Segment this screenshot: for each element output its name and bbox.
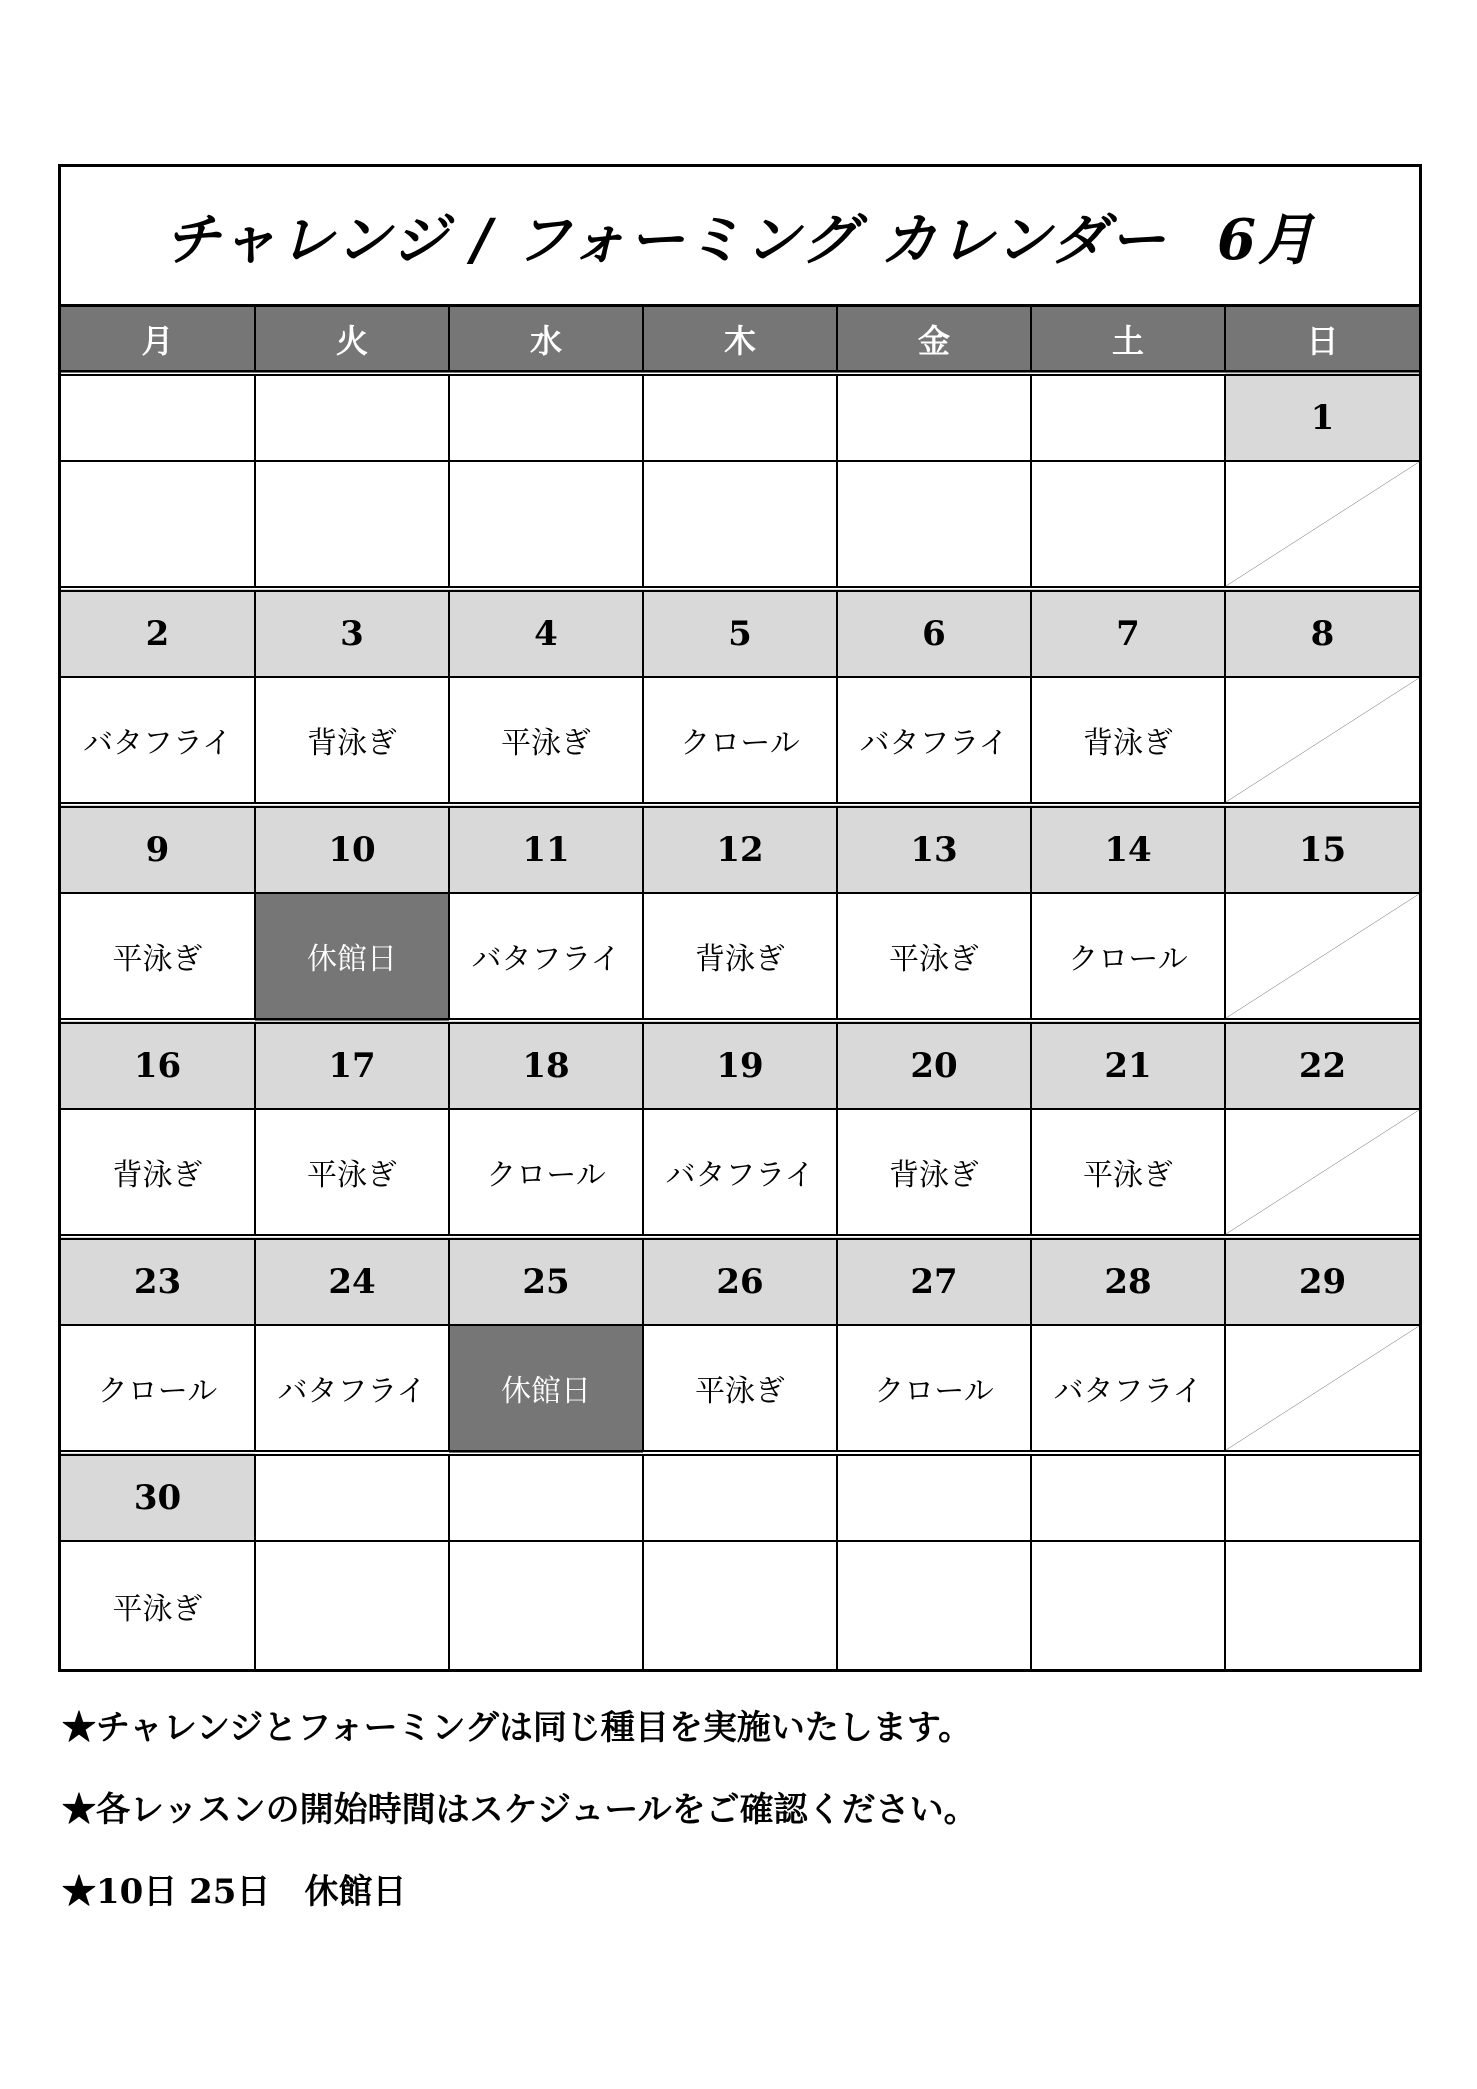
day-number: 3 [255,589,449,677]
lesson-cell: 平泳ぎ [61,1541,255,1669]
day-number-row [61,373,1419,461]
empty-day-cell [1031,373,1225,461]
day-number: 7 [1031,589,1225,677]
weekday-header: 金 [837,307,1031,373]
closed-day-cell: 休館日 [449,1325,643,1453]
lesson-cell: 平泳ぎ [255,1109,449,1237]
day-number: 13 [837,805,1031,893]
day-number: 26 [643,1237,837,1325]
day-number: 27 [837,1237,1031,1325]
day-number: 11 [449,805,643,893]
lesson-row [61,1325,1419,1453]
day-number: 25 [449,1237,643,1325]
lesson-cell: バタフライ [837,677,1031,805]
lesson-cell: クロール [449,1109,643,1237]
calendar [58,164,1422,1672]
empty-lesson-cell [643,461,837,589]
empty-lesson-cell [643,1541,837,1669]
empty-day-cell [837,373,1031,461]
day-number: 19 [643,1021,837,1109]
lesson-row [61,1541,1419,1669]
empty-lesson-cell [1225,1541,1419,1669]
day-number-row [61,1237,1419,1325]
lesson-cell: 背泳ぎ [643,893,837,1021]
day-number: 28 [1031,1237,1225,1325]
empty-day-cell [449,373,643,461]
note-check-schedule: ★各レッスンの開始時間はスケジュールをご確認ください。 [62,1790,978,1830]
lesson-cell: クロール [837,1325,1031,1453]
calendar-grid [61,307,1419,1669]
weekday-header: 木 [643,307,837,373]
lesson-cell: 背泳ぎ [1031,677,1225,805]
day-number: 21 [1031,1021,1225,1109]
day-number-row [61,805,1419,893]
day-number: 20 [837,1021,1031,1109]
no-lesson-cell [1225,461,1419,589]
day-number-row [61,589,1419,677]
empty-day-cell [1031,1453,1225,1541]
title-main: チャレンジ / フォーミング カレンダー [164,206,1167,273]
empty-day-cell [255,1453,449,1541]
day-number: 18 [449,1021,643,1109]
weekday-header: 日 [1225,307,1419,373]
lesson-cell: 背泳ぎ [61,1109,255,1237]
no-lesson-cell [1225,1325,1419,1453]
weekday-header: 火 [255,307,449,373]
lesson-cell: 平泳ぎ [61,893,255,1021]
no-lesson-cell [1225,1109,1419,1237]
empty-lesson-cell [1031,461,1225,589]
lesson-row [61,677,1419,805]
lesson-cell: 平泳ぎ [837,893,1031,1021]
day-number: 30 [61,1453,255,1541]
lesson-cell: 平泳ぎ [1031,1109,1225,1237]
empty-lesson-cell [837,461,1031,589]
notes [62,1700,978,1946]
no-lesson-cell [1225,893,1419,1021]
empty-day-cell [837,1453,1031,1541]
empty-lesson-cell [449,1541,643,1669]
day-number: 16 [61,1021,255,1109]
empty-lesson-cell [837,1541,1031,1669]
day-number: 15 [1225,805,1419,893]
lesson-cell: クロール [1031,893,1225,1021]
empty-day-cell [1225,1453,1419,1541]
note-closed-days: ★10日 25日 休館日 [62,1872,407,1912]
day-number-row [61,1453,1419,1541]
empty-day-cell [449,1453,643,1541]
day-number-row [61,1021,1419,1109]
lesson-cell: 背泳ぎ [837,1109,1031,1237]
day-number: 22 [1225,1021,1419,1109]
day-number: 8 [1225,589,1419,677]
weekday-header: 土 [1031,307,1225,373]
day-number: 23 [61,1237,255,1325]
lesson-cell: クロール [61,1325,255,1453]
empty-day-cell [643,1453,837,1541]
empty-lesson-cell [255,1541,449,1669]
lesson-cell: 平泳ぎ [449,677,643,805]
lesson-cell: バタフライ [1031,1325,1225,1453]
day-number: 17 [255,1021,449,1109]
weekday-header: 水 [449,307,643,373]
note-same-event: ★チャレンジとフォーミングは同じ種目を実施いたします。 [62,1708,973,1748]
day-number: 9 [61,805,255,893]
weeks-body [61,373,1419,1669]
empty-day-cell [61,373,255,461]
empty-lesson-cell [449,461,643,589]
day-number: 2 [61,589,255,677]
day-number: 10 [255,805,449,893]
day-number: 24 [255,1237,449,1325]
lesson-cell: クロール [643,677,837,805]
lesson-cell: バタフライ [643,1109,837,1237]
empty-lesson-cell [61,461,255,589]
title-month: 6月 [1216,206,1316,273]
day-number: 4 [449,589,643,677]
closed-day-cell: 休館日 [255,893,449,1021]
lesson-cell: バタフライ [449,893,643,1021]
lesson-cell: 平泳ぎ [643,1325,837,1453]
empty-lesson-cell [1031,1541,1225,1669]
no-lesson-cell [1225,677,1419,805]
day-number: 6 [837,589,1031,677]
day-number: 1 [1225,373,1419,461]
day-number: 14 [1031,805,1225,893]
weekday-header-row [61,307,1419,373]
lesson-cell: 背泳ぎ [255,677,449,805]
lesson-cell: バタフライ [61,677,255,805]
day-number: 12 [643,805,837,893]
lesson-row [61,461,1419,589]
day-number: 29 [1225,1237,1419,1325]
lesson-row [61,1109,1419,1237]
empty-day-cell [643,373,837,461]
calendar-title [61,167,1419,307]
lesson-row [61,893,1419,1021]
day-number: 5 [643,589,837,677]
weekday-header: 月 [61,307,255,373]
lesson-cell: バタフライ [255,1325,449,1453]
empty-lesson-cell [255,461,449,589]
empty-day-cell [255,373,449,461]
